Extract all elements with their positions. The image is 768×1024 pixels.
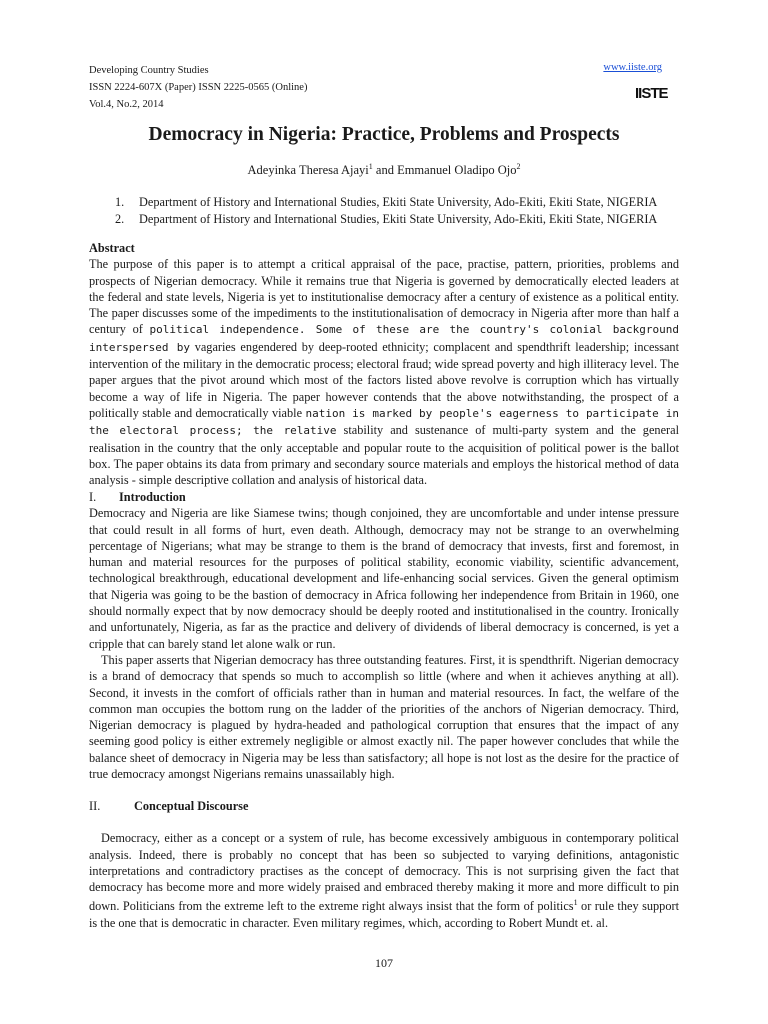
affiliation-text: Department of History and International Studies, Ekiti State University, Ado-Ekiti, Ekiti State, NIGERIA (139, 195, 658, 209)
introduction-paragraph-1: Democracy and Nigeria are like Siamese twins; though conjoined, they are uncomfortable and under intense pressure that could result in all forms of hurt, even death. Although, democracy may not be strange to an overwhelming percentage of Nigerians; what may be strange to them is the brand of democracy that invests, first and foremost, in human and material resources for the purposes of political stability, economic viability, scientific advancement, technological breakthrough, educational development and life-enhancing social services. Given the general optimism that Nigeria was going to be the bastion of democracy in Africa following her independence from Britain in 1960, one should normally expect that by now democracy should be deeply rooted and institutionalised in the country. Ironically and unfortunately, Nigeria, as far as the practice and delivery of dividends of liberal democracy is concerned, is yet a cripple that can barely stand let alone walk or run. (89, 506, 679, 651)
abstract-text-3: vagaries engendered by deep-rooted ethnicity; complacent and spendthrift leadership; incessant intervention of the military in the democratic process; electoral fraud; wide spread poverty and high illiteracy level. The paper argues that the pivot around which most of the factors listed above revolve is corruption which has virtually become a way of life in Nigeria. The paper however contends that the above notwithstanding, the prospect of a politically stable and democratically viable (89, 339, 679, 420)
affiliations-list (115, 194, 657, 228)
author-1-affiliation-mark: 1 (368, 162, 373, 171)
abstract-section (89, 240, 679, 488)
affiliation-number: 2. (115, 212, 125, 226)
journal-website (603, 62, 662, 73)
abstract-text-5: stability and sustenance of multi-party system and the general realisation in the country that the only acceptable and popular route to the acquisition of political power is the ballot box. The paper obtains its data from primary and secondary source materials and employs the historical method of data analysis - simple descriptive collation and analysis of historical data. (89, 423, 679, 488)
abstract-text-1: The purpose of this paper is to attempt a critical appraisal of the pace, practise, pattern, priorities, problems and prospects of Nigerian democracy. While it remains true that Nigeria is governed by democratically elected leaders at the federal and state levels, Nigeria is yet to institutionalise democracy after a century of existence as a political entity. The paper discusses some of the impediments to the institutionalisation of democracy in Nigeria after more than half a century of (89, 257, 679, 337)
paper-title: Democracy in Nigeria: Practice, Problems and Prospects (148, 124, 620, 145)
section-title: Introduction (119, 490, 186, 504)
introduction-paragraph-2: This paper asserts that Nigerian democracy has three outstanding features. First, it is spendthrift. Nigerian democracy is a brand of democracy that spends so much to accomplish so little (where and when it achieves anything at all). Second, it invests in the comfort of officials rather than in human and material resources. In fact, the welfare of the common man occupies the bottom rung on the ladder of the priorities of the anchors of Nigerian democracy. Third, Nigerian democracy is plagued by hydra-headed and pathological corruption that ensures that the impact of any seeming good policy is either extremely negligible or almost exactly nil. The paper however concludes that while the balance sheet of democracy in Nigeria may be less than satisfactory; all hope is not lost as the desire for the practice of true democracy amongst Nigerians remains unassailably high. (89, 652, 679, 782)
paragraph-text-a: Democracy, either as a concept or a system of rule, has become excessively ambiguous in contemporary political analysis. Indeed, there is probably no concept that has been so subjected to varying definitions, antagonistic interpretations and contradictory practises as the concept of democracy. This is not surprising given the fact that democracy has become more and more widely praised and embraced thereby making it more and more difficult to pin down. Politicians from the extreme left to the extreme right always insist that the form of politics (89, 831, 679, 914)
conceptual-discourse-heading (89, 798, 679, 814)
page-number: 107 (375, 956, 393, 970)
affiliation-number: 1. (115, 195, 125, 209)
website-link[interactable]: www.iiste.org (603, 62, 662, 73)
iiste-logo-icon (633, 84, 668, 104)
abstract-text-4: nation is marked by people's eagerness to participate in the electoral process; the relative (89, 406, 679, 438)
author-2-affiliation-mark: 2 (516, 162, 521, 171)
paragraph-text-b: or rule they support is the one that is democratic in character. Even military regimes, which, according to Robert Mundt et. al. (89, 899, 679, 930)
volume-line: Vol.4, No.2, 2014 (89, 99, 164, 110)
author-1: Adeyinka Theresa Ajayi (247, 163, 369, 178)
issn-line: ISSN 2224-607X (Paper) ISSN 2225-0565 (Online) (89, 82, 308, 93)
journal-header (89, 62, 307, 113)
journal-name: Developing Country Studies (89, 65, 209, 76)
introduction-section (89, 489, 679, 782)
authors-line (0, 162, 768, 178)
affiliation-text: Department of History and International Studies, Ekiti State University, Ado-Ekiti, Ekiti State, NIGERIA (139, 212, 658, 226)
affiliation-item (115, 211, 657, 228)
section-number: II. (89, 799, 101, 813)
abstract-heading: Abstract (89, 241, 135, 255)
abstract-text-2: political independence. Some of these are the country's colonial background interspersed by (89, 323, 679, 354)
logo-text: IISTE (635, 85, 668, 102)
section-title: Conceptual Discourse (134, 799, 249, 813)
author-2: Emmanuel Oladipo Ojo (397, 163, 517, 178)
abstract-body (89, 256, 679, 488)
conceptual-discourse-section (89, 798, 679, 931)
section-number: I. (89, 490, 97, 504)
authors-joiner: and (372, 163, 398, 178)
affiliation-item (115, 194, 657, 211)
conceptual-discourse-paragraph (89, 830, 679, 931)
footnote-mark: 1 (573, 898, 578, 908)
introduction-heading (89, 489, 679, 505)
